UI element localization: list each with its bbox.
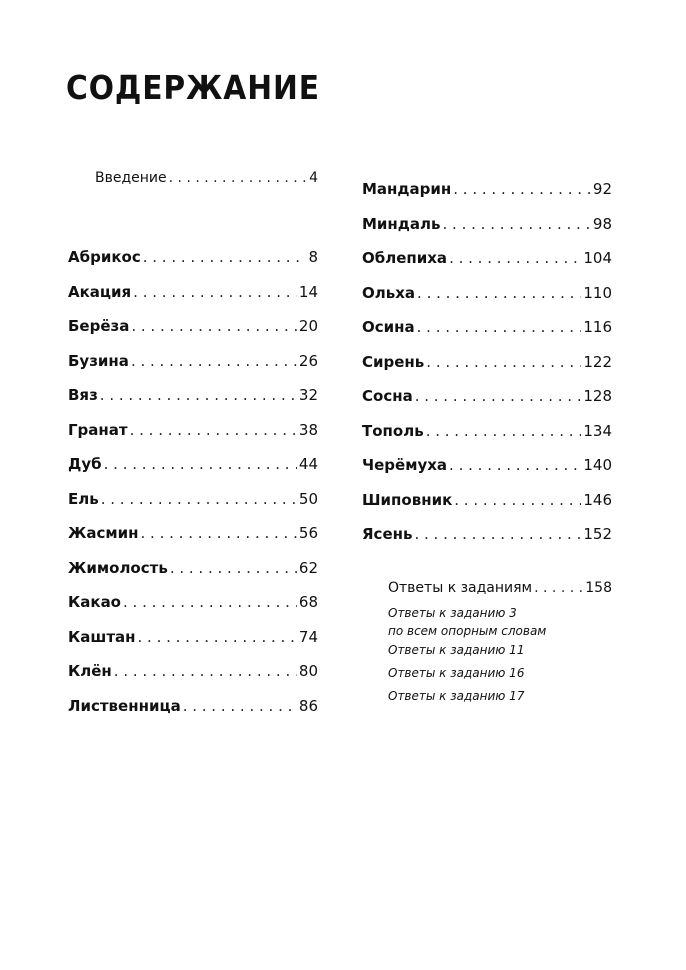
toc-entry-label: Ясень xyxy=(362,525,413,543)
toc-entry-page: 104 xyxy=(583,249,612,267)
leader-dots xyxy=(143,248,307,266)
toc-entry-page: 158 xyxy=(585,580,612,596)
toc-entry-label: Гранат xyxy=(68,420,128,439)
toc-entry-label: Берёза xyxy=(68,317,130,335)
leader-dots xyxy=(131,317,297,335)
toc-entry[interactable] xyxy=(68,283,318,318)
toc-entry-label: Жасмин xyxy=(68,524,139,542)
leader-dots xyxy=(141,524,297,542)
toc-entry[interactable] xyxy=(68,421,318,456)
leader-dots xyxy=(138,628,297,646)
toc-entry-page: 44 xyxy=(298,455,318,473)
toc-entry[interactable] xyxy=(362,456,612,491)
leader-dots xyxy=(133,283,297,301)
toc-entry-label: Клён xyxy=(68,662,112,680)
toc-entry-page: 56 xyxy=(298,524,318,542)
answers-subitem xyxy=(388,604,612,640)
leader-dots xyxy=(426,353,581,371)
toc-entry-label: Жимолость xyxy=(68,558,168,577)
leader-dots xyxy=(114,662,297,680)
toc-entry-label: Акация xyxy=(68,282,132,301)
leader-dots xyxy=(101,490,297,508)
toc-entry-label: Сирень xyxy=(362,352,425,371)
toc-entry[interactable] xyxy=(362,525,612,560)
toc-entry[interactable] xyxy=(68,524,318,559)
answers-subitem: Ответы к заданию 17 xyxy=(388,689,525,703)
toc-entry[interactable] xyxy=(95,170,318,205)
toc-entry-label: Бузина xyxy=(68,351,129,370)
toc-entry[interactable] xyxy=(362,318,612,353)
toc-entry-label: Мандарин xyxy=(362,180,452,198)
toc-entry-page: 14 xyxy=(298,282,318,301)
toc-entry-page: 80 xyxy=(298,662,318,680)
leader-dots xyxy=(170,559,297,577)
toc-entry[interactable] xyxy=(68,559,318,594)
leader-dots xyxy=(169,170,307,186)
toc-left-column xyxy=(68,248,318,731)
toc-entry-page: 110 xyxy=(583,283,612,302)
toc-entry-label: Введение xyxy=(95,170,167,186)
toc-intro xyxy=(95,170,318,205)
toc-entry-label: Тополь xyxy=(362,421,424,440)
leader-dots xyxy=(426,422,582,440)
toc-entry-page: 116 xyxy=(583,318,612,336)
toc-entry[interactable] xyxy=(388,580,612,604)
toc-entry[interactable] xyxy=(362,180,612,215)
toc-entry-label: Вяз xyxy=(68,386,98,404)
toc-entry-page: 134 xyxy=(583,421,612,440)
answers-subitem-line: Ответы к заданию 3 xyxy=(388,606,517,620)
leader-dots xyxy=(414,525,581,543)
toc-entry[interactable] xyxy=(362,249,612,284)
toc-entry-page: 146 xyxy=(583,490,612,509)
leader-dots xyxy=(415,387,582,405)
toc-entry-label: Ответы к заданиям xyxy=(388,580,533,596)
toc-entry-label: Ольха xyxy=(362,283,416,302)
toc-entry-page: 122 xyxy=(583,352,612,371)
toc-entry-page: 128 xyxy=(583,387,612,405)
leader-dots xyxy=(454,491,581,509)
toc-entry[interactable] xyxy=(68,593,318,628)
toc-entry[interactable] xyxy=(362,284,612,319)
leader-dots xyxy=(130,421,297,439)
leader-dots xyxy=(104,455,297,473)
toc-entry-page: 98 xyxy=(592,214,612,233)
leader-dots xyxy=(131,352,297,370)
toc-entry-label: Облепиха xyxy=(362,249,448,267)
toc-entry-page: 38 xyxy=(298,420,318,439)
toc-entry[interactable] xyxy=(68,317,318,352)
leader-dots xyxy=(417,318,582,336)
toc-entry-label: Черёмуха xyxy=(362,456,448,474)
page-title: СОДЕРЖАНИЕ xyxy=(66,68,320,107)
leader-dots xyxy=(449,456,581,474)
toc-entry-page: 86 xyxy=(298,696,318,715)
toc-entry-label: Каштан xyxy=(68,627,136,646)
toc-entry-label: Миндаль xyxy=(362,214,441,233)
toc-answers xyxy=(388,580,612,710)
toc-entry-label: Дуб xyxy=(68,455,102,473)
toc-entry[interactable] xyxy=(68,455,318,490)
toc-entry-page: 74 xyxy=(298,627,318,646)
toc-entry-page: 26 xyxy=(298,351,318,370)
toc-entry-page: 8 xyxy=(308,248,318,266)
answers-subitem: Ответы к заданию 16 xyxy=(388,666,525,680)
toc-entry-page: 152 xyxy=(583,525,612,543)
toc-entry[interactable] xyxy=(362,387,612,422)
toc-entry[interactable] xyxy=(68,490,318,525)
toc-entry[interactable] xyxy=(68,697,318,732)
toc-entry[interactable] xyxy=(68,386,318,421)
leader-dots xyxy=(534,580,583,596)
toc-entry-label: Абрикос xyxy=(68,248,141,266)
toc-entry-page: 20 xyxy=(298,317,318,335)
toc-entry[interactable] xyxy=(68,628,318,663)
toc-entry-label: Шиповник xyxy=(362,490,453,509)
toc-entry[interactable] xyxy=(362,491,612,526)
leader-dots xyxy=(417,284,581,302)
toc-entry[interactable] xyxy=(362,353,612,388)
answers-subitem: Ответы к заданию 11 xyxy=(388,643,525,657)
toc-entry-page: 4 xyxy=(309,170,318,186)
answers-subitem-line: по всем опорным словам xyxy=(388,624,547,638)
leader-dots xyxy=(443,215,591,233)
toc-entry-label: Сосна xyxy=(362,387,413,405)
leader-dots xyxy=(183,697,297,715)
toc-entry[interactable] xyxy=(362,422,612,457)
toc-entry-page: 62 xyxy=(298,558,318,577)
toc-entry[interactable] xyxy=(68,248,318,283)
leader-dots xyxy=(453,180,591,198)
toc-entry-label: Ель xyxy=(68,489,99,508)
toc-entry-page: 140 xyxy=(583,456,612,474)
toc-entry[interactable] xyxy=(68,352,318,387)
toc-entry-label: Лиственница xyxy=(68,696,181,715)
leader-dots xyxy=(100,386,297,404)
toc-right-column xyxy=(362,180,612,560)
toc-entry[interactable] xyxy=(68,662,318,697)
toc-entry-page: 92 xyxy=(592,180,612,198)
toc-entry-page: 68 xyxy=(298,593,318,611)
toc-entry-label: Какао xyxy=(68,593,121,611)
toc-entry[interactable] xyxy=(362,215,612,250)
toc-entry-page: 50 xyxy=(298,489,318,508)
leader-dots xyxy=(449,249,581,267)
leader-dots xyxy=(123,593,297,611)
toc-entry-label: Осина xyxy=(362,318,415,336)
toc-entry-page: 32 xyxy=(298,386,318,404)
